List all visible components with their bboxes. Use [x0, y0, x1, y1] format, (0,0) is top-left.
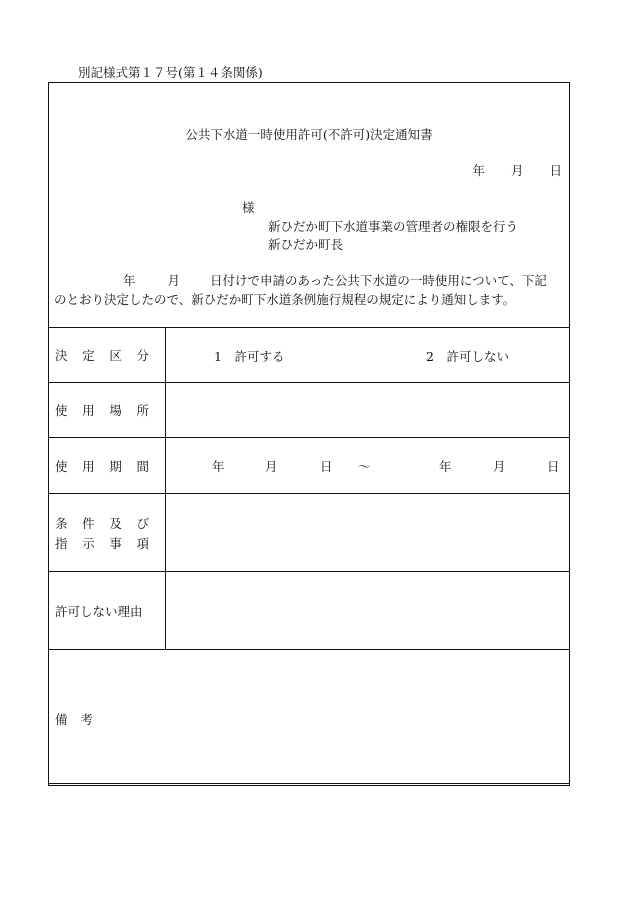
- issuer-title: 新ひだか町下水道事業の管理者の権限を行う: [268, 219, 519, 234]
- date-year-label: 年: [472, 163, 485, 178]
- decision-table: [48, 327, 570, 784]
- period-label: 使 用 期 間: [49, 438, 166, 494]
- period-row: [49, 438, 570, 494]
- document-title: 公共下水道一時使用許可(不許可)決定通知書: [185, 127, 433, 142]
- option-permit[interactable]: 1 許可する: [214, 349, 285, 364]
- reason-field[interactable]: [166, 572, 570, 650]
- conditions-label: 条 件 及 び 指 示 事 項: [49, 494, 166, 572]
- reason-label: 許可しない理由: [49, 572, 166, 650]
- period-from-year: 年: [212, 458, 225, 474]
- location-row: [49, 383, 570, 438]
- conditions-field[interactable]: [166, 494, 570, 572]
- notice-body-line1: [54, 271, 565, 290]
- decision-options: [166, 328, 570, 383]
- issuer-name: 新ひだか町長: [268, 237, 344, 252]
- location-field[interactable]: [166, 383, 570, 438]
- remarks-row: [49, 650, 570, 784]
- decision-label: 決 定 区 分: [49, 328, 166, 383]
- period-from-day: 日: [320, 458, 333, 474]
- form-frame: [48, 82, 570, 786]
- body-month-label: 月: [167, 273, 181, 288]
- form-number: 別記様式第１７号(第１４条関係): [78, 65, 263, 80]
- period-to-month: 月: [493, 458, 506, 474]
- body-line1-text: 日付けで申請のあった公共下水道の一時使用について、下記: [210, 273, 547, 288]
- period-tilde: ～: [358, 458, 371, 474]
- notice-body-line2: のとおり決定したので、新ひだか町下水道条例施行規程の規定により通知します。: [54, 292, 516, 307]
- period-field[interactable]: [166, 438, 570, 494]
- body-year-label: 年: [123, 273, 136, 288]
- period-to-day: 日: [547, 458, 560, 474]
- remarks-label: 備 考: [55, 711, 93, 727]
- decision-row: [49, 328, 570, 383]
- remarks-field[interactable]: [49, 650, 570, 784]
- period-to-year: 年: [439, 458, 452, 474]
- location-label: 使 用 場 所: [49, 383, 166, 438]
- addressee-suffix: 様: [242, 200, 255, 215]
- reason-row: [49, 572, 570, 650]
- period-from-month: 月: [265, 458, 278, 474]
- issue-date: [472, 161, 562, 179]
- notice-body: [54, 271, 565, 309]
- date-month-label: 月: [510, 163, 524, 178]
- option-deny[interactable]: 2 許可しない: [426, 349, 509, 364]
- date-day-label: 日: [549, 163, 562, 178]
- conditions-row: [49, 494, 570, 572]
